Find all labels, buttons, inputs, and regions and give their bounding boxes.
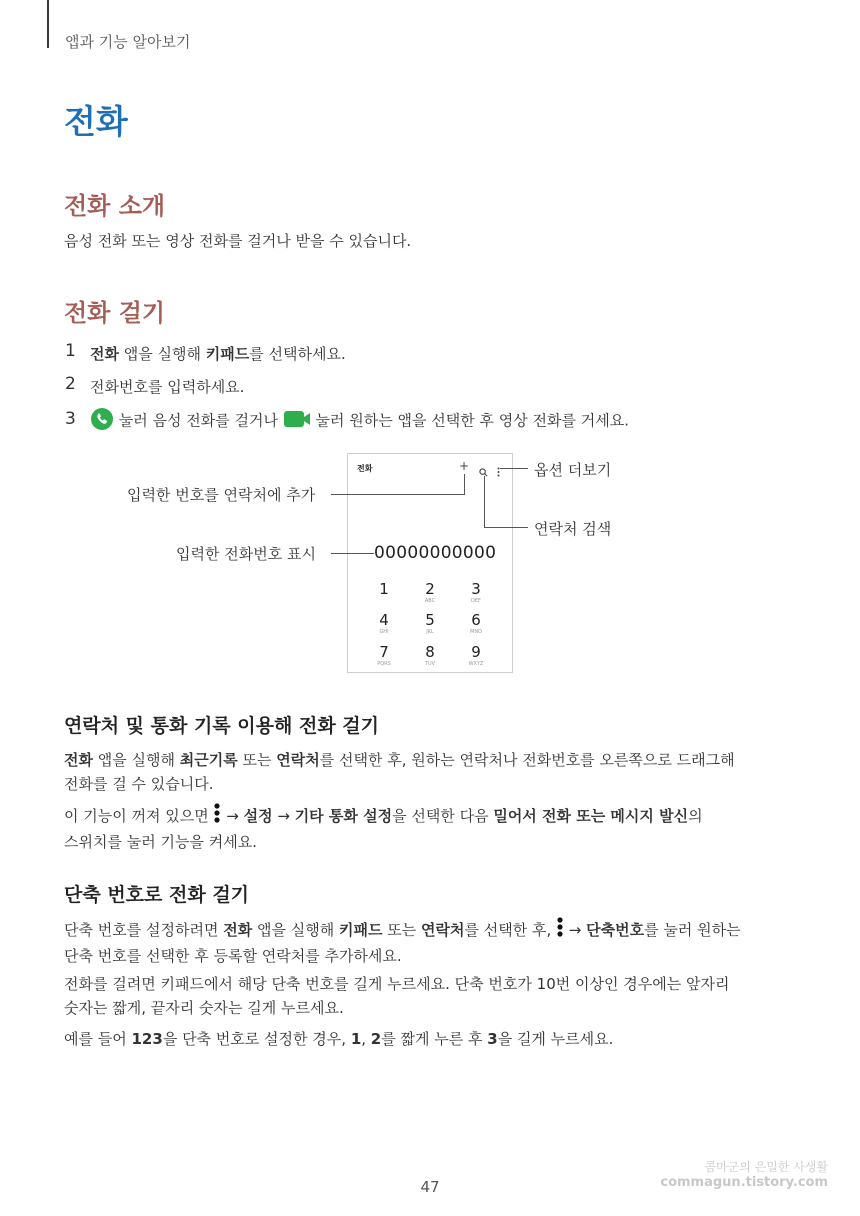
speed-dial-paragraph-1	[64, 917, 741, 968]
key-8[interactable]	[415, 643, 445, 667]
bold-term: 전화	[90, 345, 119, 363]
key-letters: JKL	[426, 629, 434, 635]
step-3-text	[90, 407, 629, 435]
step-number: 3	[65, 409, 76, 429]
key-digit: 2	[425, 580, 435, 598]
step-text-part: 눌러 음성 전화를 걸거나	[114, 411, 283, 430]
step-1-text	[90, 343, 346, 364]
bold-term: 전화	[223, 921, 253, 939]
intro-text: 음성 전화 또는 영상 전화를 걸거나 받을 수 있습니다.	[64, 232, 412, 250]
step-2-text: 전화번호를 입력하세요.	[90, 378, 245, 396]
key-letters: TUV	[424, 661, 436, 667]
text-part: 전화를 걸려면 키패드에서 해당 단축 번호를 길게 누르세요. 단축 번호가 10번 이상인 경우에는 앞자리	[64, 975, 730, 993]
text-part: 을 단축 번호로 설정한 경우,	[162, 1030, 351, 1048]
key-letters: MNO	[470, 629, 482, 635]
callout-number-display: 입력한 전화번호 표시	[176, 545, 316, 563]
step-number: 1	[65, 341, 76, 361]
video-call-icon	[283, 408, 311, 434]
text-part: 을 길게 누르세요.	[497, 1030, 614, 1048]
text-part: 스위치를 눌러 기능을 켜세요.	[64, 833, 257, 851]
phone-call-icon	[90, 407, 114, 435]
watermark-url: commagun.tistory.com	[660, 1175, 828, 1190]
bold-term: 키패드	[338, 921, 383, 939]
key-4[interactable]	[369, 611, 399, 635]
key-letters: ABC	[424, 598, 436, 604]
key-digit: 1	[379, 580, 389, 598]
make-call-heading: 전화 걸기	[64, 299, 166, 327]
bold-term: 2	[370, 1030, 382, 1048]
speed-dial-heading: 단축 번호로 전화 걸기	[64, 884, 250, 906]
text-part: 앱을 실행해	[252, 921, 339, 939]
bold-term: 밀어서 전화 또는 메시지 발신	[493, 807, 689, 825]
text-part: 의	[688, 807, 703, 825]
callout-line	[464, 474, 465, 495]
bold-term: 123	[131, 1030, 163, 1048]
page-number: 47	[420, 1178, 440, 1196]
key-digit: 4	[379, 611, 389, 629]
log-call-paragraph-2	[64, 803, 703, 854]
callout-line	[484, 527, 528, 528]
callout-more-options: 옵션 더보기	[534, 461, 612, 479]
callout-line	[331, 494, 464, 495]
key-letters: GHI	[379, 629, 389, 635]
key-7[interactable]	[369, 643, 399, 667]
intro-heading: 전화 소개	[64, 192, 166, 220]
key-2[interactable]	[415, 580, 445, 604]
bold-term: 기타 통화 설정	[294, 807, 393, 825]
text-part: 단축 번호를 선택한 후 등록할 연락처를 추가하세요.	[64, 947, 402, 965]
text-part: →	[564, 921, 587, 939]
text-part: 을 선택한 다음	[392, 807, 494, 825]
app-title: 전화	[357, 464, 373, 473]
text-part: ,	[361, 1030, 371, 1048]
text-part: 를 선택한 후, 원하는 연락처나 전화번호를 오른쪽으로 드래그해	[319, 751, 735, 769]
key-digit: 5	[425, 611, 435, 629]
bold-term: 단축번호	[586, 921, 645, 939]
text-part: 또는	[237, 751, 277, 769]
number-display: 00000000000	[374, 543, 497, 563]
text-part: 를 선택한 후,	[464, 921, 556, 939]
watermark-title: 콤마군의 은밀한 사생활	[704, 1160, 828, 1174]
bold-term: 최근기록	[179, 751, 238, 769]
bold-term: 키패드	[205, 345, 250, 363]
bold-term: 연락처	[276, 751, 320, 769]
text-part: 이 기능이 꺼져 있으면	[64, 807, 214, 825]
key-digit: 9	[471, 643, 481, 661]
text-part: 단축 번호를 설정하려면	[64, 921, 224, 939]
callout-line	[331, 553, 374, 554]
log-call-paragraph-1	[64, 748, 735, 796]
step-text-part: 를 선택하세요.	[249, 345, 346, 363]
speed-dial-paragraph-2	[64, 972, 729, 1020]
bold-term: 전화	[64, 751, 93, 769]
bold-term: 연락처	[420, 921, 465, 939]
callout-line	[484, 476, 485, 527]
bold-term: 3	[487, 1030, 498, 1048]
key-letters: DEF	[471, 598, 481, 604]
step-text-part: 눌러 원하는 앱을 선택한 후 영상 전화를 거세요.	[310, 411, 629, 430]
more-options-icon[interactable]	[497, 462, 500, 481]
text-part: →	[272, 807, 295, 825]
key-6[interactable]	[461, 611, 491, 635]
bold-term: 설정	[243, 807, 273, 825]
step-text-part: 앱을 실행해	[118, 345, 206, 363]
more-options-icon	[556, 917, 564, 944]
key-digit: 7	[379, 643, 389, 661]
step-number: 2	[65, 374, 76, 394]
key-digit: 6	[471, 611, 481, 629]
key-1[interactable]	[369, 580, 399, 598]
header-section: 앱과 기능 알아보기	[65, 33, 191, 51]
key-digit: 3	[471, 580, 481, 598]
add-contact-icon[interactable]: +	[459, 459, 470, 473]
key-3[interactable]	[461, 580, 491, 604]
text-part: 또는	[382, 921, 421, 939]
key-letters: PQRS	[377, 661, 391, 667]
text-part: 숫자는 짧게, 끝자리 숫자는 길게 누르세요.	[64, 999, 344, 1017]
key-5[interactable]	[415, 611, 445, 635]
phone-keypad-screenshot	[347, 453, 513, 673]
callout-line	[500, 468, 528, 469]
header-rule	[47, 0, 49, 48]
text-part: 를 짧게 누른 후	[381, 1030, 488, 1048]
callout-search-contacts: 연락처 검색	[534, 520, 612, 538]
text-part: 앱을 실행해	[92, 751, 180, 769]
key-digit: 8	[425, 643, 435, 661]
speed-dial-paragraph-3	[64, 1027, 613, 1051]
key-letters: WXYZ	[468, 661, 484, 667]
text-part: 를 눌러 원하는	[644, 921, 741, 939]
page-title: 전화	[64, 102, 128, 141]
text-part: →	[221, 807, 244, 825]
text-part: 예를 들어	[64, 1030, 132, 1048]
callout-add-contact: 입력한 번호를 연락처에 추가	[127, 486, 316, 504]
key-9[interactable]	[461, 643, 491, 667]
log-call-heading: 연락처 및 통화 기록 이용해 전화 걸기	[64, 715, 379, 737]
text-part: 전화를 걸 수 있습니다.	[64, 775, 214, 793]
bold-term: 1	[350, 1030, 362, 1048]
